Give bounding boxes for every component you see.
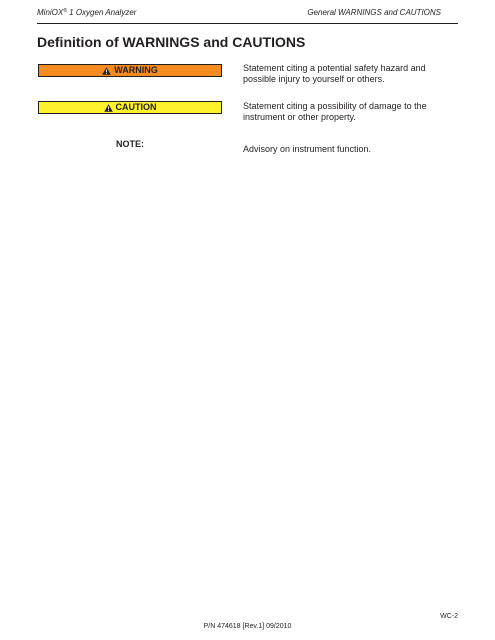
- running-header-product: [37, 8, 136, 18]
- note-label: NOTE:: [116, 139, 144, 149]
- warning-label: WARNING: [114, 65, 158, 75]
- caution-description: Statement citing a possibility of damage to the instrument or other property.: [243, 101, 427, 122]
- page-title: Definition of WARNINGS and CAUTIONS: [37, 34, 306, 50]
- warning-triangle-icon: [102, 67, 111, 75]
- footer-part-number: P/N 474618 [Rev.1] 09/2010: [203, 623, 292, 630]
- header-rule: [37, 23, 458, 24]
- caution-badge: [38, 101, 222, 114]
- running-header-section: General WARNINGS and CAUTIONS: [307, 8, 441, 17]
- footer-page-number: WC-2: [440, 613, 458, 620]
- note-description: Advisory on instrument function.: [243, 144, 372, 154]
- caution-label: CAUTION: [115, 102, 157, 112]
- product-name: MiniOX: [37, 8, 64, 17]
- warning-description: Statement citing a potential safety hazard and possible injury to yourself or others.: [243, 63, 426, 84]
- warning-badge: [38, 64, 222, 77]
- warning-triangle-icon: [104, 104, 113, 112]
- registered-mark: ®: [63, 8, 67, 14]
- product-suffix: 1 Oxygen Analyzer: [66, 8, 137, 17]
